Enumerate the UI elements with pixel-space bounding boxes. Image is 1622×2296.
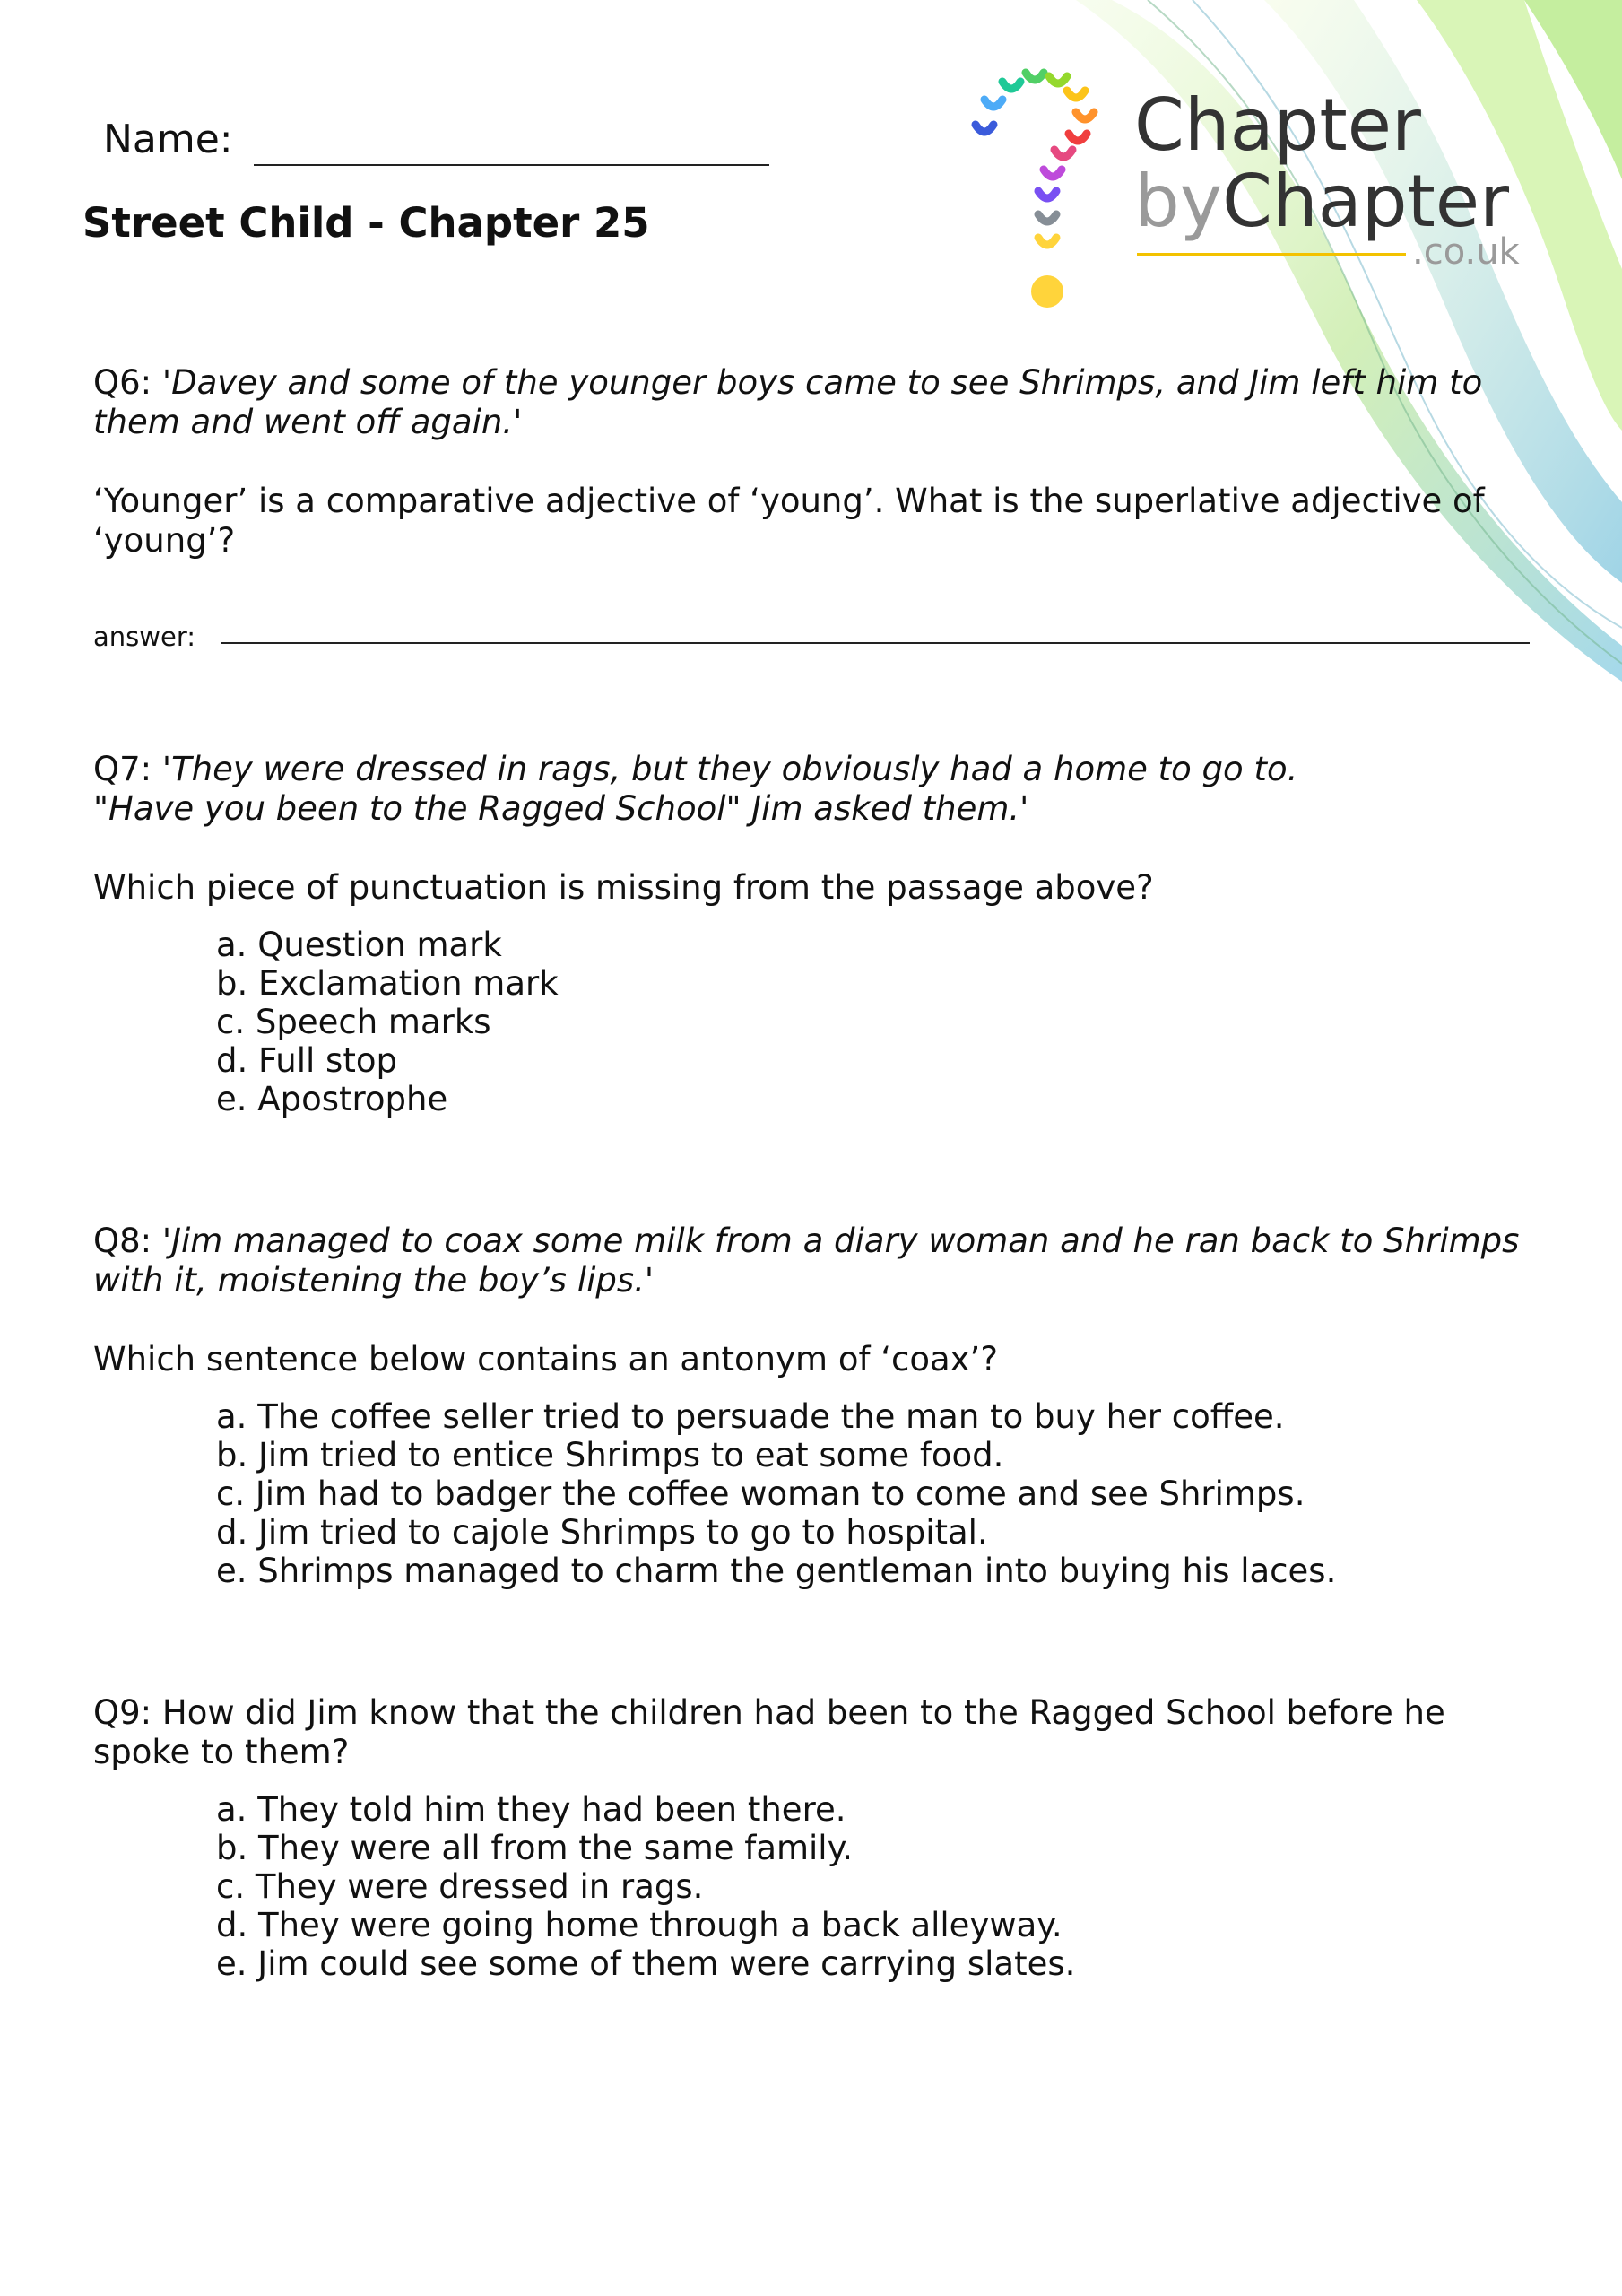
q9-option-d[interactable]: d. They were going home through a back alleyway.	[216, 1906, 1063, 1944]
logo-underline	[1137, 253, 1406, 256]
book-arc-3	[1002, 82, 1020, 89]
question-7	[93, 750, 1528, 1118]
book-arc-12	[1038, 214, 1056, 222]
question-9	[93, 1693, 1528, 1983]
worksheet-title: Street Child - Chapter 25	[82, 199, 650, 247]
q8-label: Q8:	[93, 1222, 152, 1260]
question-8	[93, 1222, 1528, 1590]
book-arc-10	[1044, 170, 1062, 177]
book-arc-2	[984, 100, 1002, 107]
book-arc-7	[1076, 112, 1094, 119]
book-arc-11	[1038, 191, 1056, 198]
logo-text-by: by	[1134, 160, 1223, 243]
q7-option-c[interactable]: c. Speech marks	[216, 1003, 491, 1041]
q9-options	[93, 1790, 1528, 1983]
q8-option-d[interactable]: d. Jim tried to cajole Shrimps to go to hospital.	[216, 1513, 988, 1552]
q7-quote-line1: 'They were dressed in rags, but they obviously had a home to go to.	[161, 750, 1298, 788]
q8-question: Which sentence below contains an antonym of ‘coax’?	[93, 1340, 998, 1378]
q9-label: Q9:	[93, 1693, 152, 1732]
question-6	[93, 363, 1528, 561]
book-arc-13	[1038, 238, 1056, 245]
q7-option-b[interactable]: b. Exclamation mark	[216, 964, 559, 1003]
q6-answer-field[interactable]	[221, 642, 1530, 644]
q7-quote-line2: "Have you been to the Ragged School" Jim asked them.'	[93, 789, 1029, 828]
logo-text-chapter: Chapter	[1134, 83, 1421, 167]
q6-question: ‘Younger’ is a comparative adjective of ‘young’. What is the superlative adjective of ‘young’?	[93, 482, 1485, 560]
book-arc-5	[1049, 76, 1067, 83]
q7-question: Which piece of punctuation is missing from the passage above?	[93, 868, 1154, 907]
logo-text-bychapter	[1134, 160, 1509, 243]
q7-option-d[interactable]: d. Full stop	[216, 1041, 397, 1080]
book-arc-9	[1054, 150, 1072, 157]
q9-option-a[interactable]: a. They told him they had been there.	[216, 1790, 846, 1829]
logo-domain: .co.uk	[1412, 231, 1520, 273]
q7-options	[93, 926, 1528, 1118]
book-arc-6	[1067, 91, 1085, 98]
book-arc-8	[1069, 134, 1087, 141]
q8-option-a[interactable]: a. The coffee seller tried to persuade the man to buy her coffee.	[216, 1397, 1285, 1436]
q6-answer-label: answer:	[93, 622, 196, 652]
question-mark-books-icon	[959, 49, 1139, 309]
q9-question: How did Jim know that the children had been to the Ragged School before he spoke to them?	[93, 1693, 1445, 1771]
book-arc-1	[976, 125, 993, 132]
q8-option-b[interactable]: b. Jim tried to entice Shrimps to eat some food.	[216, 1436, 1004, 1474]
q9-option-e[interactable]: e. Jim could see some of them were carrying slates.	[216, 1944, 1076, 1983]
q8-options	[93, 1397, 1528, 1590]
logo-text-chapter-2: Chapter	[1222, 160, 1509, 243]
q9-option-c[interactable]: c. They were dressed in rags.	[216, 1867, 704, 1906]
name-field-line[interactable]	[254, 164, 769, 166]
q6-label: Q6:	[93, 363, 152, 402]
q7-label: Q7:	[93, 750, 152, 788]
q6-quote: 'Davey and some of the younger boys came to see Shrimps, and Jim left him to them and went off again.'	[93, 363, 1483, 441]
book-arc-4	[1026, 73, 1044, 80]
q7-option-a[interactable]: a. Question mark	[216, 926, 502, 964]
q9-option-b[interactable]: b. They were all from the same family.	[216, 1829, 853, 1867]
q8-quote: 'Jim managed to coax some milk from a diary woman and he ran back to Shrimps with it, moistening the boy’s lips.'	[93, 1222, 1520, 1300]
q7-option-e[interactable]: e. Apostrophe	[216, 1080, 448, 1118]
q8-option-c[interactable]: c. Jim had to badger the coffee woman to come and see Shrimps.	[216, 1474, 1305, 1513]
name-label: Name:	[103, 117, 233, 162]
q8-option-e[interactable]: e. Shrimps managed to charm the gentleman into buying his laces.	[216, 1552, 1337, 1590]
